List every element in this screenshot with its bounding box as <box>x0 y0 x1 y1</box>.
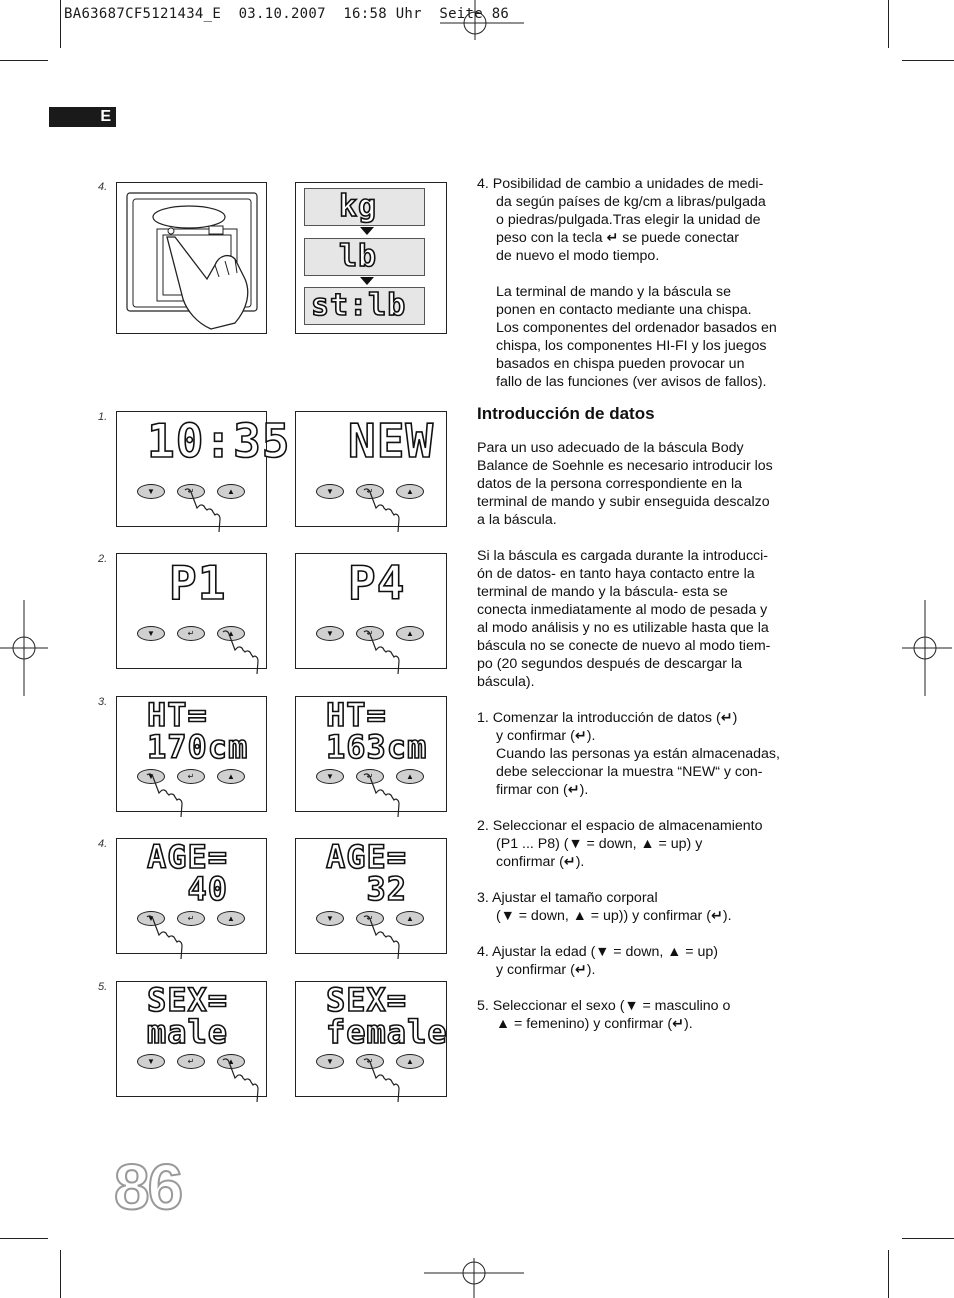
text-line: ón de datos- en tanto haya contacto entre la <box>477 566 755 582</box>
pointing-hand-icon <box>181 488 221 532</box>
text-line: 4. Ajustar la edad (▼ = down, ▲ = up) <box>477 944 719 960</box>
down-arrow-button[interactable]: ▼ <box>316 626 344 641</box>
crop-mark <box>60 1250 61 1298</box>
up-arrow-button[interactable]: ▲ <box>396 769 424 784</box>
lcd-text: P1 <box>169 556 227 610</box>
down-arrow-button[interactable]: ▼ <box>316 1054 344 1069</box>
lcd-display-right <box>295 838 447 954</box>
pointing-hand-icon <box>360 773 400 817</box>
enter-button[interactable]: ↵ <box>356 911 384 926</box>
enter-button[interactable]: ↵ <box>356 484 384 499</box>
figure-label: 4. <box>98 181 108 193</box>
text-line: fallo de las funciones (ver avisos de fallos). <box>496 374 767 390</box>
down-arrow-button[interactable]: ▼ <box>316 911 344 926</box>
text-line: La terminal de mando y la báscula se <box>496 284 732 300</box>
down-arrow-button[interactable]: ▼ <box>137 484 165 499</box>
crop-mark <box>60 0 61 48</box>
up-arrow-button[interactable]: ▲ <box>217 911 245 926</box>
lcd-text: NEW <box>348 414 435 468</box>
enter-button[interactable]: ↵ <box>356 626 384 641</box>
text-line: ). <box>579 782 589 798</box>
text-line: (▼ = down, ▲ = up)) y confirmar ( <box>496 908 711 924</box>
crop-mark <box>902 1238 954 1239</box>
lcd-strip-stlb <box>304 287 425 325</box>
enter-key-icon: ↵ <box>574 728 587 744</box>
up-arrow-button[interactable]: ▲ <box>217 1054 245 1069</box>
text-line: de nuevo el modo tiempo. <box>496 248 660 264</box>
text-line: báscula no se conecte de nuevo al modo tiem- <box>477 638 771 654</box>
enter-key-icon: ↵ <box>710 908 723 924</box>
down-arrow-button[interactable]: ▼ <box>316 484 344 499</box>
down-arrow-button[interactable]: ▼ <box>316 769 344 784</box>
text-line: 5. Seleccionar el sexo (▼ = masculino o <box>477 998 731 1014</box>
enter-button[interactable]: ↵ <box>177 1054 205 1069</box>
figure-label: 5. <box>98 981 108 993</box>
lcd-display-left <box>116 411 291 527</box>
text-line: ). <box>586 962 596 978</box>
text-line: Los componentes del ordenador basados en <box>496 320 777 336</box>
enter-key-icon: ↵ <box>720 710 733 726</box>
paragraph-load <box>477 547 812 691</box>
enter-key-icon: ↵ <box>672 1016 684 1032</box>
text-line: báscula). <box>477 674 535 690</box>
enter-button[interactable]: ↵ <box>177 626 205 641</box>
figure-label: 4. <box>98 838 108 850</box>
text-line: Balance de Soehnle es necesario introducir los <box>477 458 773 474</box>
text-line: datos de la persona correspondiente en la <box>477 476 743 492</box>
crop-mark <box>888 0 889 48</box>
text-line: (P1 ... P8) (▼ = down, ▲ = up) y <box>496 836 703 852</box>
text-line: ). <box>722 908 732 924</box>
unit-display-panel <box>295 182 447 334</box>
text-line: al modo análisis y no es utilizable hasta que la <box>477 620 769 636</box>
enter-key-icon: ↵ <box>574 962 587 978</box>
crop-mark <box>0 60 48 61</box>
text-line: ▲ = femenino) y confirmar ( <box>496 1016 673 1032</box>
lcd-display-right <box>295 981 447 1097</box>
text-column <box>477 175 812 1033</box>
lcd-display-right <box>295 553 447 669</box>
paragraph-chip <box>477 283 812 391</box>
lcd-text: AGE= <box>147 838 229 876</box>
print-header: BA63687CF5121434_E 03.10.2007 16:58 Uhr Seite 86 <box>64 6 510 22</box>
lcd-text: P4 <box>348 556 406 610</box>
scale-with-hand-icon <box>117 183 266 333</box>
lcd-strip-lb <box>304 238 425 276</box>
figure-label: 3. <box>98 696 108 708</box>
figure-label: 2. <box>98 553 108 565</box>
arrow-down-icon <box>360 227 374 235</box>
section-heading: Introducción de datos <box>477 404 655 423</box>
text-line: peso con la tecla <box>496 230 603 246</box>
enter-button[interactable]: ↵ <box>177 484 205 499</box>
text-line: chispa, los componentes HI-FI y los juegos <box>496 338 767 354</box>
up-arrow-button[interactable]: ▲ <box>396 626 424 641</box>
lcd-text: SEX= <box>326 981 408 1019</box>
up-arrow-button[interactable]: ▲ <box>217 626 245 641</box>
text-line: Para un uso adecuado de la báscula Body <box>477 440 744 456</box>
scale-illustration <box>116 182 267 334</box>
step-2 <box>477 817 812 871</box>
pointing-hand-icon <box>143 773 183 817</box>
lcd-text: HT= <box>147 696 208 734</box>
registration-mark <box>0 600 50 700</box>
lcd-text: male <box>147 1013 229 1051</box>
text-line: conecta inmediatamente al modo de pesada y <box>477 602 768 618</box>
down-arrow-button[interactable]: ▼ <box>137 1054 165 1069</box>
text-line: ). <box>575 854 585 870</box>
step-5 <box>477 997 812 1033</box>
enter-key-icon: ↵ <box>606 230 619 246</box>
registration-mark <box>424 1258 528 1298</box>
lcd-display-right <box>295 411 447 527</box>
lcd-display-left <box>116 838 267 954</box>
paragraph-intro <box>477 439 812 529</box>
lcd-text: 10:35 <box>147 414 291 468</box>
pointing-hand-icon <box>219 1058 259 1102</box>
up-arrow-button[interactable]: ▲ <box>217 484 245 499</box>
text-line: Cuando las personas ya están almacenadas, <box>496 746 780 762</box>
lcd-text: 170cm <box>147 728 249 766</box>
text-line: basados en chispa pueden provocar un <box>496 356 745 372</box>
lcd-text: SEX= <box>147 981 229 1019</box>
text-line: y confirmar ( <box>496 962 575 978</box>
text-line: debe seleccionar la muestra “NEW“ y con- <box>496 764 763 780</box>
lcd-display-left <box>116 696 267 812</box>
crop-mark <box>888 1250 889 1298</box>
text-line: y confirmar ( <box>496 728 575 744</box>
lcd-display-left <box>116 553 267 669</box>
paragraph-units <box>477 175 812 265</box>
lcd-text: st:lb <box>311 288 407 323</box>
up-arrow-button[interactable]: ▲ <box>396 911 424 926</box>
up-arrow-button[interactable]: ▲ <box>217 769 245 784</box>
lcd-text: 32 <box>326 870 408 908</box>
text-line: o piedras/pulgada.Tras elegir la unidad de <box>496 212 761 228</box>
text-line: Si la báscula es cargada durante la introducci- <box>477 548 769 564</box>
arrow-down-icon <box>360 277 374 285</box>
text-line: confirmar ( <box>496 854 564 870</box>
step-4 <box>477 943 812 979</box>
pointing-hand-icon <box>360 1058 400 1102</box>
pointing-hand-icon <box>360 488 400 532</box>
text-line: 2. Seleccionar el espacio de almacenamiento <box>477 818 763 834</box>
step-3 <box>477 889 812 925</box>
lcd-display-right <box>295 696 447 812</box>
text-line: ponen en contacto mediante una chispa. <box>496 302 752 318</box>
pointing-hand-icon <box>360 630 400 674</box>
text-line: terminal de mando y subir enseguida descalzo <box>477 494 770 510</box>
lcd-text: female <box>326 1013 448 1051</box>
pointing-hand-icon <box>143 915 183 959</box>
down-arrow-button[interactable]: ▼ <box>137 911 165 926</box>
text-line: ). <box>586 728 596 744</box>
lcd-text: 163cm <box>326 728 428 766</box>
lcd-strip-kg <box>304 188 425 226</box>
text-line: terminal de mando y la báscula- esta se <box>477 584 728 600</box>
crop-mark <box>0 1238 48 1239</box>
text-line: ). <box>683 1016 693 1032</box>
down-arrow-button[interactable]: ▼ <box>137 769 165 784</box>
crop-mark <box>902 60 954 61</box>
text-line: 4. Posibilidad de cambio a unidades de medi- <box>477 176 764 192</box>
up-arrow-button[interactable]: ▲ <box>396 1054 424 1069</box>
text-line: ) <box>732 710 738 726</box>
enter-key-icon: ↵ <box>567 782 580 798</box>
text-line: firmar con ( <box>496 782 568 798</box>
text-line: a la báscula. <box>477 512 557 528</box>
text-line: se puede conectar <box>622 230 740 246</box>
lcd-text: AGE= <box>326 838 408 876</box>
step-1 <box>477 709 812 799</box>
lcd-text: HT= <box>326 696 387 734</box>
text-line: 3. Ajustar el tamaño corporal <box>477 890 658 906</box>
figure-label: 1. <box>98 411 108 423</box>
lcd-display-left <box>116 981 267 1097</box>
lcd-text: lb <box>339 239 378 274</box>
down-arrow-button[interactable]: ▼ <box>137 626 165 641</box>
enter-button[interactable]: ↵ <box>177 911 205 926</box>
pointing-hand-icon <box>219 630 259 674</box>
text-line: 1. Comenzar la introducción de datos ( <box>477 710 721 726</box>
page-number: 86 <box>114 1151 182 1223</box>
text-line: da según países de kg/cm a libras/pulgada <box>496 194 766 210</box>
language-tab: E <box>49 107 116 127</box>
enter-button[interactable]: ↵ <box>177 769 205 784</box>
up-arrow-button[interactable]: ▲ <box>396 484 424 499</box>
lcd-text: 40 <box>147 870 229 908</box>
enter-key-icon: ↵ <box>563 854 576 870</box>
enter-button[interactable]: ↵ <box>356 1054 384 1069</box>
registration-mark <box>900 600 954 700</box>
pointing-hand-icon <box>360 915 400 959</box>
text-line: po (20 segundos después de descargar la <box>477 656 743 672</box>
enter-button[interactable]: ↵ <box>356 769 384 784</box>
lcd-text: kg <box>339 189 378 224</box>
